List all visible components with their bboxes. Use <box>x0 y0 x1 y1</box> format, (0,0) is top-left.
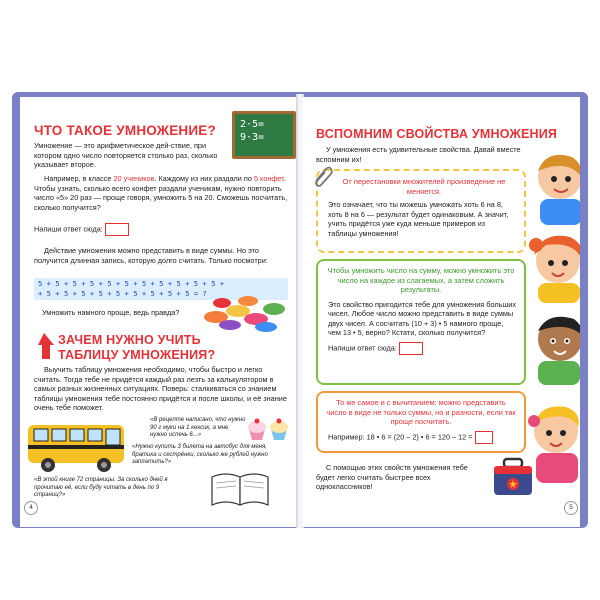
school-bus-illustration <box>26 419 132 475</box>
intro-paragraph: Умножение — это арифметическое дей-ствие, при котором одно число повторяется столько раз, сколько указывает второе. <box>34 141 218 170</box>
outro-paragraph: С помощью этих свойств умножения тебе будет легко считать быстрее всех одноклассников! <box>316 463 468 492</box>
property-title: Чтобы умножить число на сумму, можно умножить это число на каждое из слагаемых, а затем сложить результаты. <box>327 266 515 294</box>
chalkboard-illustration <box>232 111 296 159</box>
cupcake-illustration <box>246 415 292 441</box>
easier-text: Умножить намного проще, ведь правда? <box>42 308 180 317</box>
intro-paragraph: У умножения есть удивительные свойства. Давай вместе вспомним их! <box>316 145 521 164</box>
answer-input-box[interactable] <box>475 431 493 444</box>
open-book-illustration <box>210 469 272 509</box>
answer-input-box[interactable] <box>399 342 423 355</box>
bus-ticket-note: «Нужно купить 3 билета на автобус для меня, братика и сестрёнки, сколько же рублей нужно заплатить?» <box>132 444 268 466</box>
property-box-subtraction <box>316 391 526 453</box>
sum-line: 5 + 5 + 5 + 5 + 5 + 5 + 5 + 5 + 5 + 5 + 5 + <box>38 279 225 288</box>
page-title: ЧТО ТАКОЕ УМНОЖЕНИЕ? <box>34 123 216 138</box>
section-title: ЗАЧЕМ НУЖНО УЧИТЬ ТАБЛИЦУ УМНОЖЕНИЯ? <box>58 333 216 362</box>
book-pages-note: «В этой книге 72 страницы. За сколько дней я прочитаю её, если буду читать в день по 9 страниц?» <box>34 477 168 499</box>
property-text: Это означает, что ты можешь умножать хоть 6 на 8, хоть 8 на 6 — результат будет одинаковым. А значит, учить придётся уже куда меньше примеров из таблицы умножения! <box>328 200 509 238</box>
example-paragraph: Например, в классе 20 учеников. Каждому из них раздали по 5 конфет. Чтобы узнать, сколько всего конфет раздали ученикам, нужно повторить число «5» 20 раз — проще говоря, умножить 5 на 20. Сможешь посчитать, сколько получится? <box>34 174 288 212</box>
property-box-commutative <box>316 169 526 253</box>
example-text: Например: 18 • 6 = (20 – 2) • 6 = 120 – 12 = <box>328 431 473 441</box>
chalkboard-text: 2·5= <box>240 119 265 130</box>
left-page <box>20 97 298 527</box>
paperclip-icon <box>310 163 334 187</box>
sum-line: + 5 + 5 + 5 + 5 + 5 + 5 + 5 + 5 + 5 = ? <box>38 289 207 298</box>
sum-paragraph: Действие умножения можно представить в виде суммы. Но это получится длинная запись, которую долго считать. Только посмотри: <box>34 246 268 265</box>
chalkboard-text: 9·3= <box>240 132 265 143</box>
arrow-down-icon <box>34 331 58 361</box>
candy-pile-illustration <box>196 281 292 333</box>
property-text: Это свойство пригодится тебе для умножения больших чисел. Любое число можно представить в виде суммы двух чисел. А сосчитать (10 + 3) • 5 намного проще, чем 13 • 5, верно? Кстати, сколько получится? <box>328 299 516 338</box>
kids-illustration <box>526 149 580 489</box>
why-paragraph: Выучить таблицу умножения необходимо, чтобы быстро и легко считать. Тогда тебе не придётся каждый раз лезть за калькулятором в самых разных жизненных ситуациях. Поверь: сталкиваться со знанием таблицы умножения тебе постоянно придётся и после школы, и её знание очень тебе поможет. <box>34 365 287 413</box>
example-row <box>328 431 518 444</box>
right-page <box>302 97 580 527</box>
answer-input-box[interactable] <box>105 223 129 236</box>
recipe-note: «В рецепте написано, что нужно 90 г муки на 1 кексик, а мне нужно испечь 6...» <box>150 417 246 439</box>
property-title: От перестановки множителей произведение не меняется. <box>342 177 506 196</box>
page-title: ВСПОМНИМ СВОЙСТВА УМНОЖЕНИЯ <box>316 127 558 141</box>
page-number: 4 <box>24 501 38 515</box>
page-number: 5 <box>564 501 578 515</box>
property-box-distributive <box>316 259 526 385</box>
answer-row <box>34 223 129 236</box>
property-title: То же самое и с вычитанием: можно представить число в виде не только суммы, но и разности, если так проще посчитать. <box>326 398 516 426</box>
answer-label: Напиши ответ сюда: <box>34 224 103 234</box>
answer-label: Напиши ответ сюда: <box>328 343 397 353</box>
answer-row <box>328 342 516 355</box>
